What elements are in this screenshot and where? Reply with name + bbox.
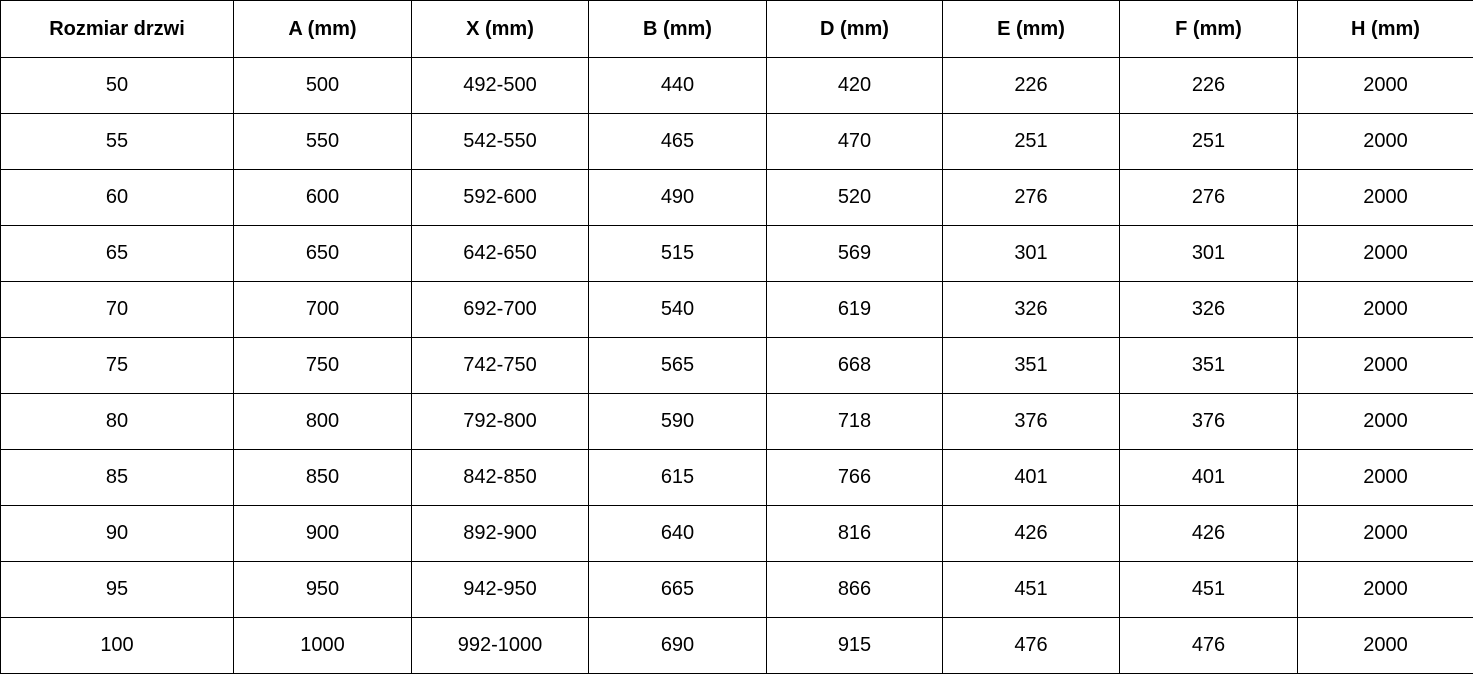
table-cell: 619 (767, 282, 943, 338)
column-header-h-mm: H (mm) (1298, 1, 1473, 58)
table-cell: 351 (1120, 338, 1298, 394)
table-cell: 950 (234, 562, 412, 618)
table-cell: 900 (234, 506, 412, 562)
table-cell: 2000 (1298, 394, 1473, 450)
table-cell: 2000 (1298, 170, 1473, 226)
column-header-d-mm: D (mm) (767, 1, 943, 58)
table-cell: 550 (234, 114, 412, 170)
table-cell: 615 (589, 450, 767, 506)
table-cell: 2000 (1298, 450, 1473, 506)
table-row (1, 618, 1473, 674)
table-cell: 592-600 (412, 170, 589, 226)
table-cell: 718 (767, 394, 943, 450)
table-cell: 690 (589, 618, 767, 674)
table-cell: 251 (943, 114, 1120, 170)
table-body (1, 58, 1473, 674)
table-cell: 401 (1120, 450, 1298, 506)
table-cell: 95 (1, 562, 234, 618)
table-cell: 542-550 (412, 114, 589, 170)
table-cell: 426 (1120, 506, 1298, 562)
table-cell: 80 (1, 394, 234, 450)
column-header-f-mm: F (mm) (1120, 1, 1298, 58)
table-cell: 750 (234, 338, 412, 394)
table-cell: 892-900 (412, 506, 589, 562)
column-header-rozmiar-drzwi: Rozmiar drzwi (1, 1, 234, 58)
table-cell: 55 (1, 114, 234, 170)
table-cell: 301 (943, 226, 1120, 282)
table-row (1, 394, 1473, 450)
table-cell: 569 (767, 226, 943, 282)
table-cell: 376 (943, 394, 1120, 450)
table-cell: 476 (943, 618, 1120, 674)
table-cell: 426 (943, 506, 1120, 562)
table-cell: 915 (767, 618, 943, 674)
table-cell: 642-650 (412, 226, 589, 282)
table-cell: 376 (1120, 394, 1298, 450)
table-cell: 90 (1, 506, 234, 562)
table-row (1, 58, 1473, 114)
table-cell: 665 (589, 562, 767, 618)
table-cell: 850 (234, 450, 412, 506)
column-header-x-mm: X (mm) (412, 1, 589, 58)
table-cell: 700 (234, 282, 412, 338)
table-cell: 301 (1120, 226, 1298, 282)
table-cell: 792-800 (412, 394, 589, 450)
table-cell: 816 (767, 506, 943, 562)
table-cell: 476 (1120, 618, 1298, 674)
table-cell: 50 (1, 58, 234, 114)
table-cell: 800 (234, 394, 412, 450)
table-cell: 451 (943, 562, 1120, 618)
table-cell: 766 (767, 450, 943, 506)
table-row (1, 226, 1473, 282)
table-cell: 692-700 (412, 282, 589, 338)
table-cell: 942-950 (412, 562, 589, 618)
table-cell: 85 (1, 450, 234, 506)
table-cell: 842-850 (412, 450, 589, 506)
table-cell: 520 (767, 170, 943, 226)
table-cell: 1000 (234, 618, 412, 674)
table-cell: 70 (1, 282, 234, 338)
table-cell: 590 (589, 394, 767, 450)
table-cell: 100 (1, 618, 234, 674)
table-cell: 866 (767, 562, 943, 618)
table-cell: 492-500 (412, 58, 589, 114)
table-cell: 650 (234, 226, 412, 282)
table-cell: 640 (589, 506, 767, 562)
table-cell: 490 (589, 170, 767, 226)
table-cell: 742-750 (412, 338, 589, 394)
table-cell: 440 (589, 58, 767, 114)
table-cell: 75 (1, 338, 234, 394)
table-cell: 2000 (1298, 618, 1473, 674)
table-cell: 65 (1, 226, 234, 282)
table-row (1, 170, 1473, 226)
table-cell: 540 (589, 282, 767, 338)
table-cell: 2000 (1298, 226, 1473, 282)
table-row (1, 114, 1473, 170)
table-cell: 226 (943, 58, 1120, 114)
table-cell: 515 (589, 226, 767, 282)
table-cell: 326 (1120, 282, 1298, 338)
table-row (1, 506, 1473, 562)
table-row (1, 450, 1473, 506)
table-cell: 992-1000 (412, 618, 589, 674)
header-row (1, 1, 1473, 58)
table-cell: 500 (234, 58, 412, 114)
table-cell: 2000 (1298, 506, 1473, 562)
table-cell: 2000 (1298, 58, 1473, 114)
table-cell: 401 (943, 450, 1120, 506)
table-cell: 251 (1120, 114, 1298, 170)
table-cell: 276 (943, 170, 1120, 226)
table-row (1, 562, 1473, 618)
column-header-a-mm: A (mm) (234, 1, 412, 58)
table-row (1, 338, 1473, 394)
table-cell: 276 (1120, 170, 1298, 226)
table-cell: 420 (767, 58, 943, 114)
table-cell: 470 (767, 114, 943, 170)
table-cell: 668 (767, 338, 943, 394)
table-cell: 465 (589, 114, 767, 170)
column-header-b-mm: B (mm) (589, 1, 767, 58)
table-cell: 2000 (1298, 562, 1473, 618)
table-cell: 451 (1120, 562, 1298, 618)
table-row (1, 282, 1473, 338)
table-cell: 565 (589, 338, 767, 394)
table-cell: 2000 (1298, 338, 1473, 394)
table-cell: 2000 (1298, 114, 1473, 170)
table-cell: 226 (1120, 58, 1298, 114)
table-cell: 2000 (1298, 282, 1473, 338)
column-header-e-mm: E (mm) (943, 1, 1120, 58)
table-cell: 60 (1, 170, 234, 226)
table-cell: 351 (943, 338, 1120, 394)
table-cell: 326 (943, 282, 1120, 338)
table-cell: 600 (234, 170, 412, 226)
